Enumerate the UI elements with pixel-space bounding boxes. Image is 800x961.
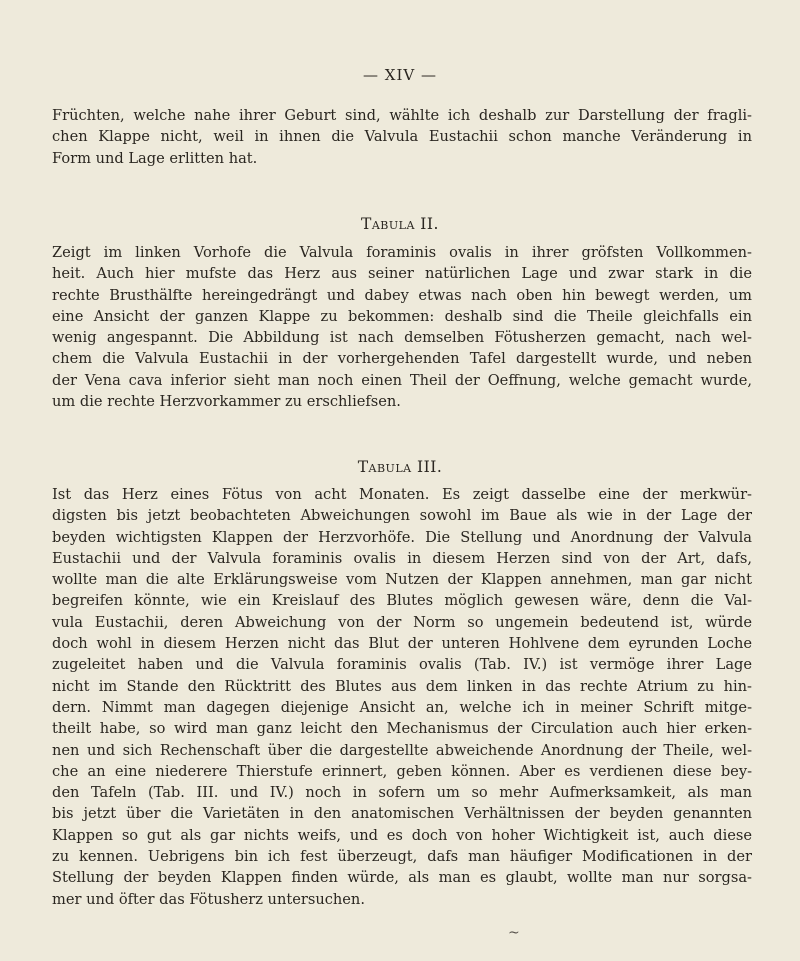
text-line: wollte man die alte Erklärungsweise vom Nutzen der Klappen annehmen, man gar nicht — [52, 571, 752, 589]
text-line: bis jetzt über die Varietäten in den anatomischen Verhältnissen der beyden genannten — [52, 805, 752, 823]
text-line: Form und Lage erlitten hat. — [52, 149, 258, 167]
text-line: Ist das Herz eines Fötus von acht Monaten. Es zeigt dasselbe eine der merkwür- — [52, 486, 752, 503]
text-line: den Tafeln (Tab. III. und IV.) noch in sofern um so mehr Aufmerksamkeit, als man — [52, 784, 752, 802]
text-line: chen Klappe nicht, weil in ihnen die Valvula Eustachii schon manche Veränderung in — [52, 128, 752, 146]
text-line: Klappen so gut als gar nichts weifs, und es doch von hoher Wichtigkeit ist, auch diese — [52, 826, 752, 844]
heading-tabula-2: Tabula II. — [361, 215, 439, 233]
text-line: mer und öfter das Fötusherz untersuchen. — [52, 890, 365, 908]
text-line: chem die Valvula Eustachii in der vorhergehenden Tafel dargestellt wurde, und neben — [52, 350, 752, 368]
text-line: vula Eustachii, deren Abweichung von der Norm so ungemein bedeutend ist, würde — [52, 613, 752, 631]
text-line: begreifen könnte, wie ein Kreislauf des Blutes möglich gewesen wäre, denn die Val- — [52, 592, 752, 610]
text-line: digsten bis jetzt beobachteten Abweichungen sowohl im Baue als wie in der Lage der — [52, 507, 752, 525]
text-line: rechte Brusthälfte hereingedrängt und dabey etwas nach oben hin bewegt werden, um — [52, 286, 752, 304]
intro-paragraph — [52, 105, 752, 169]
text-line: heit. Auch hier mufste das Herz aus seiner natürlichen Lage und zwar stark in die — [52, 265, 752, 283]
text-line: um die rechte Herzvorkammer zu erschliefsen. — [52, 393, 401, 411]
running-head: — XIV — — [363, 66, 437, 84]
text-line: Zeigt im linken Vorhofe die Valvula foraminis ovalis in ihrer gröfsten Vollkommen- — [52, 244, 752, 261]
text-line: theilt habe, so wird man ganz leicht den Mechanismus der Circulation auch hier erken- — [52, 720, 752, 738]
text-line: nicht im Stande den Rücktritt des Blutes aus dem linken in das rechte Atrium zu hin- — [52, 677, 752, 695]
text-line: beyden wichtigsten Klappen der Herzvorhöfe. Die Stellung und Anordnung der Valvula — [52, 528, 752, 546]
tabula-3-paragraph — [52, 484, 752, 910]
text-line: nen und sich Rechenschaft über die dargestellte abweichende Anordnung der Theile, wel- — [52, 741, 752, 759]
footer-mark: ~ — [508, 925, 520, 941]
text-line: zu kennen. Uebrigens bin ich fest überzeugt, dafs man häufiger Modificationen in der — [52, 848, 752, 866]
text-line: che an eine niederere Thierstufe erinnert, geben können. Aber es verdienen diese bey- — [52, 762, 752, 780]
text-line: eine Ansicht der ganzen Klappe zu bekommen: deshalb sind die Theile gleichfalls ein — [52, 307, 752, 325]
text-line: Stellung der beyden Klappen finden würde, als man es glaubt, wollte man nur sorgsa- — [52, 869, 752, 887]
heading-tabula-3: Tabula III. — [357, 458, 443, 476]
text-line: der Vena cava inferior sieht man noch einen Theil der Oeffnung, welche gemacht wurde, — [52, 371, 752, 389]
text-line: dern. Nimmt man dagegen diejenige Ansicht an, welche ich in meiner Schrift mitge- — [52, 698, 752, 716]
text-line: Eustachii und der Valvula foraminis ovalis in diesem Herzen sind von der Art, dafs, — [52, 549, 752, 567]
text-line: zugeleitet haben und die Valvula foraminis ovalis (Tab. IV.) ist vermöge ihrer Lage — [52, 656, 752, 674]
tabula-2-paragraph — [52, 242, 752, 412]
text-line: doch wohl in diesem Herzen nicht das Blut der unteren Hohlvene dem eyrunden Loche — [52, 635, 752, 653]
text-line: wenig angespannt. Die Abbildung ist nach demselben Fötusherzen gemacht, nach wel- — [52, 329, 752, 347]
text-line: Früchten, welche nahe ihrer Geburt sind, wählte ich deshalb zur Darstellung der fragli- — [52, 107, 752, 124]
